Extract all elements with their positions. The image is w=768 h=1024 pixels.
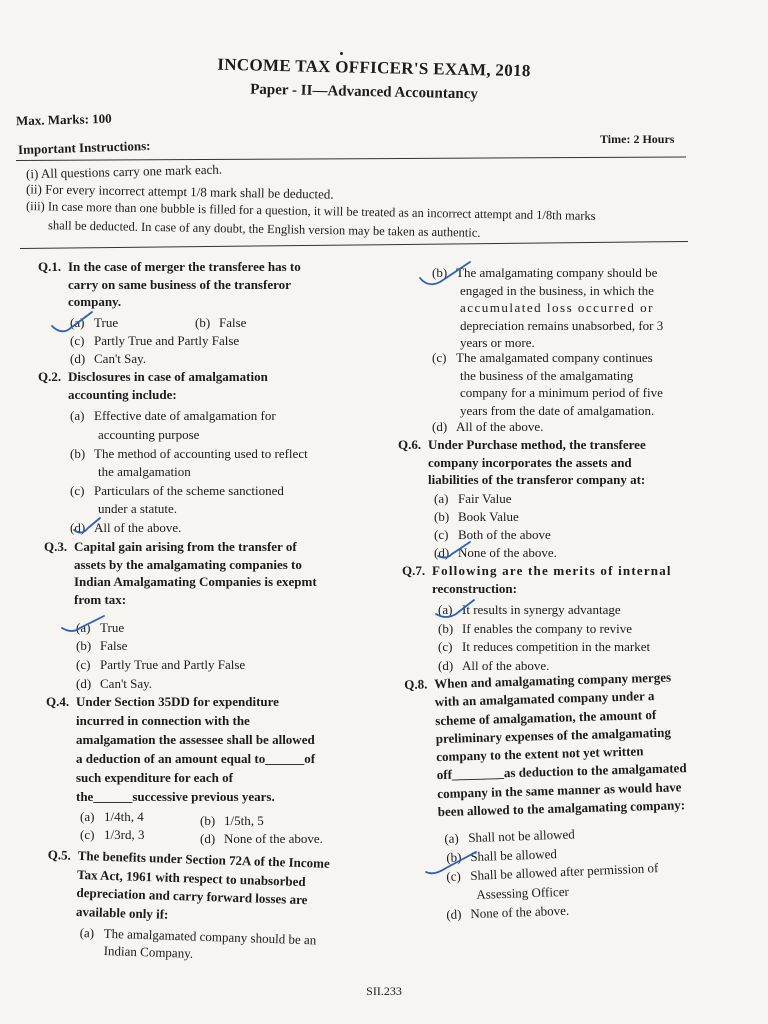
option-text: True: [94, 315, 119, 330]
option-text: The method of accounting used to reflect: [94, 446, 308, 461]
option-text: Book Value: [458, 509, 519, 524]
instruction-text: For every incorrect attempt 1/8 mark shall be deducted.: [45, 181, 334, 202]
option-text-cont: the amalgamation: [98, 464, 191, 479]
question-text: Disclosures in case of amalgamation: [68, 369, 268, 384]
question-number: Q.2.: [38, 369, 62, 384]
option-text: True: [100, 620, 125, 635]
option-text: None of the above.: [224, 831, 323, 846]
question-text: a deduction of an amount equal to______of: [76, 751, 316, 766]
option-letter: (b): [195, 315, 211, 330]
option-text: Both of the above: [458, 527, 551, 542]
question-number: Q.1.: [38, 259, 62, 274]
option-letter: (d): [432, 419, 448, 434]
option-text: Shall be allowed after permission of: [470, 860, 659, 883]
option-text-cont: Assessing Officer: [476, 883, 570, 902]
option-letter: (c): [76, 657, 91, 672]
option-letter: (d): [438, 658, 454, 673]
option-text: Effective date of amalgamation for: [94, 408, 276, 423]
question-text: available only if:: [75, 903, 169, 922]
tick-q6-d: [438, 542, 470, 558]
option-letter: (b): [70, 446, 86, 461]
option-letter: (d): [434, 545, 450, 560]
tick-q3-a: [62, 616, 104, 631]
option-text-cont: the business of the amalgamating: [460, 367, 634, 383]
option-letter: (a): [434, 491, 449, 506]
instruction-num: (iii): [25, 199, 45, 214]
question-text: such expenditure for each of: [76, 770, 233, 785]
option-text-cont: accounting purpose: [98, 427, 200, 442]
option-letter: (a): [438, 602, 453, 617]
instruction-num: (i): [25, 166, 39, 182]
option-text: None of the above.: [458, 545, 557, 560]
option-letter: (a): [70, 315, 85, 330]
option-text: It results in synergy advantage: [462, 602, 621, 617]
option-letter: (b): [434, 509, 450, 524]
option-text: Can't Say.: [100, 676, 153, 691]
tick-q1-a: [52, 312, 92, 331]
question-text: with an amalgamated company under a: [434, 688, 655, 710]
instruction-text: In case more than one bubble is filled for a question, it will be treated as an incorrect attempt and 1/8th marks: [47, 199, 596, 223]
option-text: All of the above.: [456, 419, 544, 434]
option-letter: (b): [432, 265, 448, 280]
question-text: Following are the merits of internal: [432, 563, 672, 578]
tick-q8-b: [426, 852, 476, 873]
option-letter: (c): [70, 483, 85, 498]
option-text-cont: under a statute.: [98, 501, 178, 516]
question-text: company in the same manner as would have: [437, 779, 682, 801]
question-text: company.: [68, 294, 122, 309]
option-text: Shall be allowed: [470, 846, 558, 865]
question-text: The benefits under Section 72A of the Income: [77, 847, 331, 871]
instruction-text: All questions carry one mark each.: [40, 161, 223, 182]
instruction-3-cont: shall be deducted. In case of any doubt, the English version may be taken as authentic.: [47, 218, 481, 240]
option-text: Partly True and Partly False: [100, 657, 246, 672]
option-letter: (d): [446, 906, 462, 922]
max-marks: Max. Marks: 100: [15, 110, 112, 129]
option-letter: (d): [70, 520, 86, 535]
question-text: from tax:: [74, 591, 127, 607]
option-text-cont: Indian Company.: [103, 942, 194, 961]
option-text-cont: depreciation remains unabsorbed, for 3: [460, 317, 664, 333]
question-text: scheme of amalgamation, the amount of: [435, 706, 657, 728]
question-number: Q.5.: [47, 846, 72, 863]
option-text: Partly True and Partly False: [94, 333, 240, 348]
question-text: Capital gain arising from the transfer of: [74, 539, 297, 554]
question-number: Q.4.: [46, 694, 70, 709]
option-letter: (a): [76, 620, 91, 635]
option-letter: (c): [80, 827, 95, 842]
option-text: Particulars of the scheme sanctioned: [94, 483, 284, 498]
page-footer: SII.233: [366, 984, 402, 998]
question-number: Q.7.: [402, 563, 426, 578]
question-text: off________as deduction to the amalgamated: [436, 760, 687, 783]
option-text: 1/4th, 4: [104, 809, 144, 824]
option-letter: (b): [76, 638, 92, 653]
question-text: liabilities of the transferor company at:: [428, 472, 646, 487]
instruction-num: (ii): [25, 181, 43, 197]
option-letter: (d): [70, 351, 86, 366]
time-allowed: Time: 2 Hours: [600, 132, 675, 146]
question-text: been allowed to the amalgamating company:: [437, 797, 686, 820]
option-text: The amalgamated company should be an: [103, 925, 317, 948]
question-text: amalgamation the assessee shall be allowed: [76, 732, 315, 747]
question-text: In the case of merger the transferee has to: [68, 259, 301, 274]
option-text: Fair Value: [458, 491, 512, 506]
option-text: False: [219, 315, 247, 330]
option-text: None of the above.: [470, 902, 570, 922]
question-text: Tax Act, 1961 with respect to unabsorbed: [76, 866, 306, 889]
question-text: Under Purchase method, the transferee: [428, 437, 646, 452]
option-letter: (c): [446, 868, 462, 884]
option-text: If enables the company to revive: [462, 621, 633, 636]
question-text: reconstruction:: [432, 581, 517, 596]
option-text-cont: company for a minimum period of five: [460, 385, 663, 400]
option-letter: (c): [438, 639, 453, 654]
exam-title: INCOME TAX OFFICER'S EXAM, 2018: [217, 54, 531, 81]
option-letter: (b): [438, 621, 454, 636]
option-letter: (c): [70, 333, 85, 348]
option-text-cont: years or more.: [460, 335, 535, 350]
option-letter: (a): [444, 830, 459, 846]
question-text: Indian Amalgamating Companies is exepmt: [74, 574, 317, 589]
option-letter: (c): [432, 350, 447, 365]
option-text: Can't Say.: [94, 351, 147, 366]
option-letter: (a): [70, 408, 85, 423]
option-letter: (d): [200, 831, 216, 846]
option-text: All of the above.: [94, 520, 182, 535]
question-text: Under Section 35DD for expenditure: [76, 694, 279, 709]
option-letter: (b): [200, 813, 216, 828]
question-text: the______successive previous years.: [76, 789, 275, 804]
option-text: The amalgamating company should be: [456, 265, 658, 280]
question-number: Q.8.: [404, 676, 428, 692]
option-text-cont: years from the date of amalgamation.: [460, 402, 655, 418]
question-number: Q.6.: [398, 437, 422, 452]
question-number: Q.3.: [44, 539, 68, 554]
question-text: company incorporates the assets and: [428, 454, 632, 470]
option-text-cont: accumulated loss occurred or: [460, 300, 654, 315]
option-letter: (c): [434, 527, 449, 542]
option-text: 1/3rd, 3: [104, 827, 145, 842]
question-text: preliminary expenses of the amalgamating: [435, 724, 672, 747]
option-text: 1/5th, 5: [224, 813, 264, 828]
question-text: carry on same business of the transferor: [68, 276, 291, 292]
question-text: When and amalgamating company merges: [434, 669, 672, 692]
option-text: The amalgamated company continues: [456, 350, 653, 365]
option-text: Shall not be allowed: [468, 826, 575, 846]
option-letter: (b): [446, 849, 462, 865]
question-text: accounting include:: [68, 386, 177, 402]
tick-q2-d: [74, 518, 100, 533]
question-text: depreciation and carry forward losses are: [76, 884, 308, 908]
tick-q7-a: [436, 600, 474, 617]
question-text: assets by the amalgamating companies to: [74, 556, 302, 572]
option-text: False: [100, 638, 128, 653]
option-text: It reduces competition in the market: [462, 639, 651, 654]
question-text: company to the extent not yet written: [436, 743, 644, 765]
instructions-heading: Important Instructions:: [17, 137, 151, 158]
paper-subtitle: Paper - II—Advanced Accountancy: [250, 81, 478, 103]
question-text: incurred in connection with the: [76, 713, 250, 728]
option-letter: (d): [76, 676, 92, 691]
option-text: All of the above.: [462, 658, 550, 673]
option-text-cont: engaged in the business, in which the: [460, 282, 654, 298]
option-letter: (a): [80, 809, 95, 824]
option-letter: (a): [79, 924, 95, 941]
tick-q5-b: [420, 262, 470, 284]
